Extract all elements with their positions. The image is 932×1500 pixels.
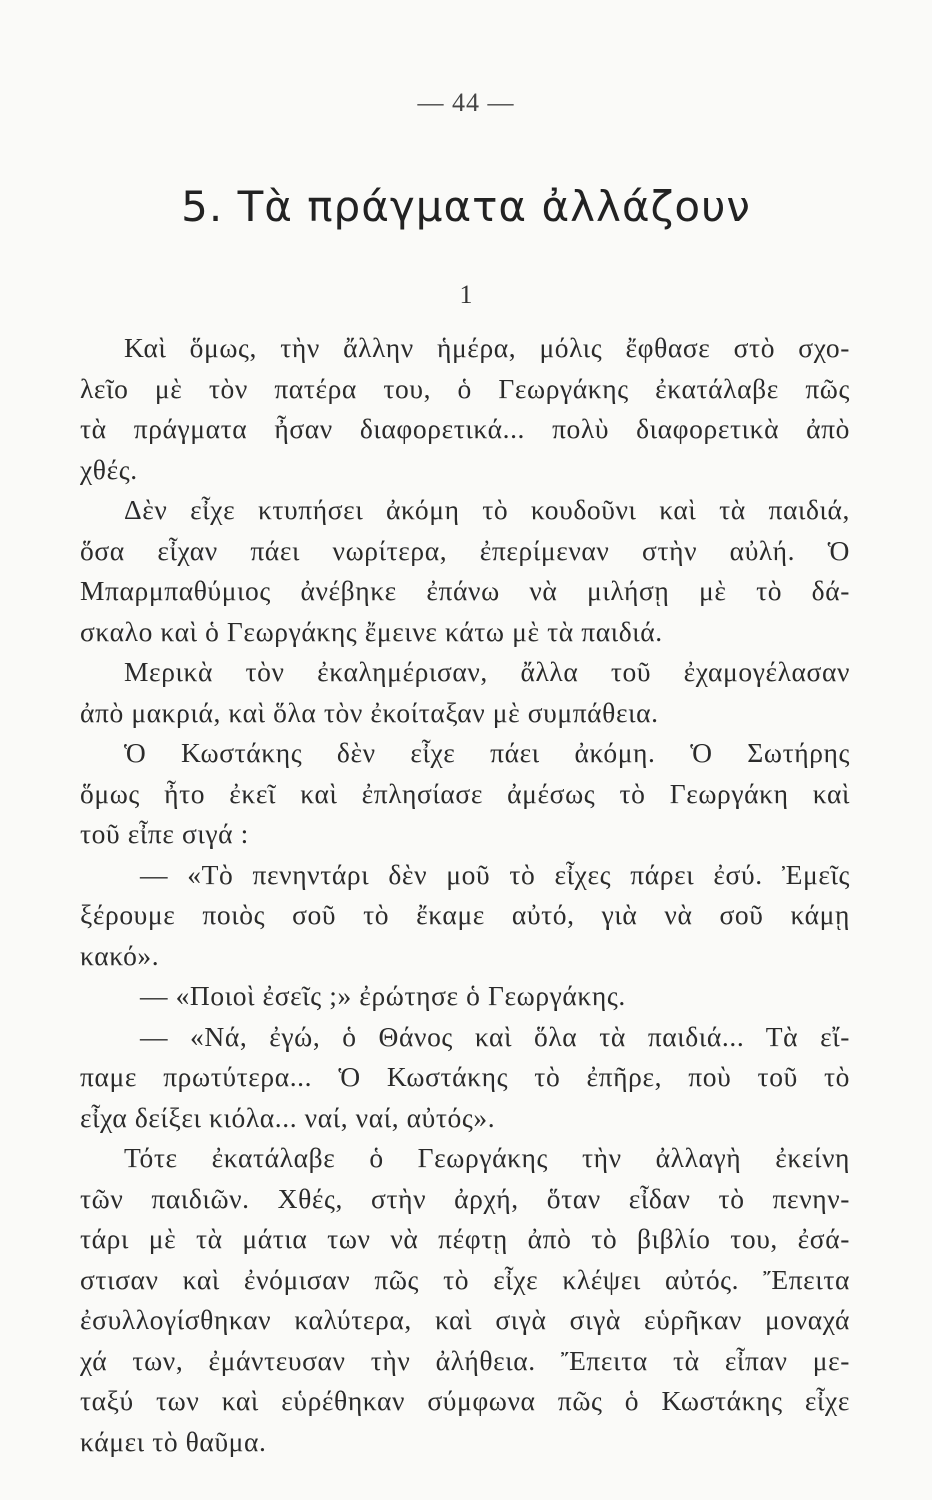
text-line: Μερικὰ τὸν ἐκαλημέρισαν, ἄλλα τοῦ ἐχαμογέλασαν [124, 656, 850, 687]
text-line: ὅμως ἦτο ἐκεῖ καὶ ἐπλησίασε ἀμέσως τὸ Γεωργάκη καὶ [80, 777, 850, 809]
text-line: χά των, ἐμάντευσαν τὴν ἀλήθεια. Ἔπειτα τὰ εἶπαν με- [80, 1344, 850, 1376]
text-line: Καὶ ὅμως, τὴν ἄλλην ἡμέρα, μόλις ἔφθασε στὸ σχο- [124, 332, 850, 363]
text-line: στισαν καὶ ἐνόμισαν πῶς τὸ εἶχε κλέψει αὐτός. Ἔπειτα [80, 1263, 850, 1295]
text-line: ταξύ των καὶ εὑρέθηκαν σύμφωνα πῶς ὁ Κωστάκης εἶχε [80, 1385, 850, 1416]
text-line: σκαλο καὶ ὁ Γεωργάκης ἔμεινε κάτω μὲ τὰ παιδιά. [80, 615, 663, 647]
text-line: ἀπὸ μακριά, καὶ ὅλα τὸν ἐκοίταξαν μὲ συμπάθεια. [80, 696, 659, 728]
text-line: Ὁ Κωστάκης δὲν εἶχε πάει ἀκόμη. Ὁ Σωτήρης [124, 737, 850, 768]
text-line: κάμει τὸ θαῦμα. [80, 1425, 267, 1457]
text-line: ξέρουμε ποιὸς σοῦ τὸ ἔκαμε αὐτό, γιὰ νὰ σοῦ κάμῃ [80, 899, 850, 930]
page-number: — 44 — [417, 88, 515, 117]
text-line: — «Νά, ἐγώ, ὁ Θάνος καὶ ὅλα τὰ παιδιά... Τὰ εἴ- [140, 1020, 850, 1052]
text-line: Δὲν εἶχε κτυπήσει ἀκόμη τὸ κουδοῦνι καὶ τὰ παιδιά, [124, 494, 850, 525]
text-line: τοῦ εἶπε σιγά : [80, 818, 249, 849]
text-line: χθές. [80, 453, 138, 485]
text-line: κακό». [80, 939, 160, 971]
body-text [80, 328, 850, 1462]
text-line: τὰ πράγματα ἦσαν διαφορετικά... πολὺ διαφορετικὰ ἀπὸ [80, 413, 850, 444]
text-line: λεῖο μὲ τὸν πατέρα του, ὁ Γεωργάκης ἐκατάλαβε πῶς [80, 372, 850, 404]
text-line: — «Ποιοὶ ἐσεῖς ;» ἐρώτησε ὁ Γεωργάκης. [140, 980, 626, 1011]
text-line: τῶν παιδιῶν. Χθές, στὴν ἀρχή, ὅταν εἶδαν τὸ πενην- [80, 1182, 850, 1214]
text-line: παμε πρωτύτερα... Ὁ Κωστάκης τὸ ἐπῆρε, ποὺ τοῦ τὸ [80, 1061, 850, 1092]
section-number: 1 [459, 280, 473, 309]
chapter-title: 5. Τὰ πράγματα ἀλλάζουν [181, 182, 751, 231]
text-line: ἐσυλλογίσθηκαν καλύτερα, καὶ σιγὰ σιγὰ εὑρῆκαν μοναχά [80, 1304, 850, 1335]
text-line: ὅσα εἶχαν πάει νωρίτερα, ἐπερίμεναν στὴν αὐλή. Ὁ [80, 534, 850, 566]
text-line: — «Τὸ πενηντάρι δὲν μοῦ τὸ εἶχες πάρει ἐσύ. Ἐμεῖς [140, 858, 850, 890]
text-line: Μπαρμπαθύμιος ἀνέβηκε ἐπάνω νὰ μιλήσῃ μὲ τὸ δά- [80, 575, 850, 606]
text-line: εἶχα δείξει κιόλα... ναί, ναί, αὐτός». [80, 1101, 496, 1133]
text-line: Τότε ἐκατάλαβε ὁ Γεωργάκης τὴν ἀλλαγὴ ἐκείνη [124, 1142, 850, 1173]
text-line: τάρι μὲ τὰ μάτια των νὰ πέφτῃ ἀπὸ τὸ βιβλίο του, ἐσά- [80, 1223, 850, 1254]
